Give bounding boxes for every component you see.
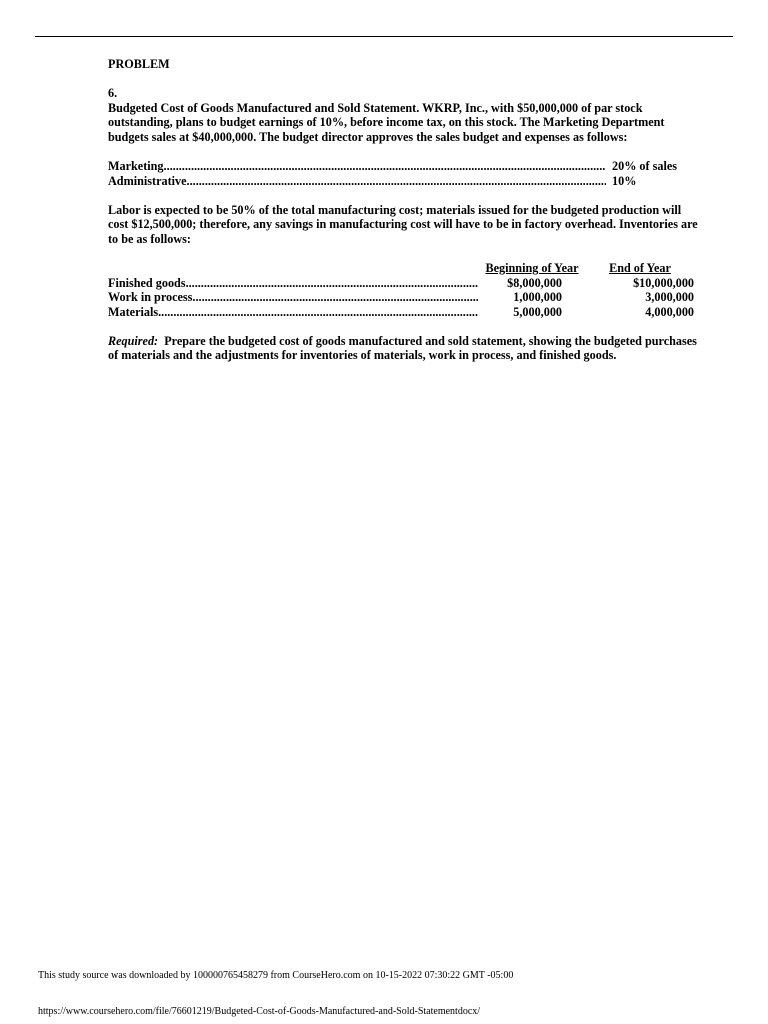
expense-value: 20% of sales	[612, 158, 677, 173]
expense-row-administrative	[108, 174, 698, 189]
inventory-row-finished-goods	[108, 276, 698, 291]
problem-content	[108, 57, 698, 363]
problem-heading: PROBLEM	[108, 57, 170, 71]
required-text: Prepare the budgeted cost of goods manufactured and sold statement, showing the budgeted purchases of materials and the adjustments for inventories of materials, work in process, and finished goods.	[108, 333, 697, 363]
inventory-table	[108, 261, 698, 319]
col-beginning-of-year: Beginning of Year	[485, 260, 579, 275]
inventory-row-work-in-process	[108, 290, 698, 305]
top-rule	[35, 36, 733, 37]
expense-label: Marketing	[108, 158, 164, 173]
inventory-row-materials	[108, 305, 698, 320]
dot-leader	[186, 276, 478, 291]
expense-label: Administrative	[108, 173, 187, 188]
inventory-beginning-value: $8,000,000	[507, 275, 562, 290]
inventory-beginning-value: 1,000,000	[513, 290, 562, 305]
expense-value: 10%	[612, 173, 637, 188]
expenses-table	[108, 159, 698, 188]
problem-number: 6.	[108, 86, 118, 101]
dot-leader	[192, 290, 478, 305]
problem-intro: Budgeted Cost of Goods Manufactured and Sold Statement. WKRP, Inc., with $50,000,000 of par stock outstanding, plans to budget earnings of 10%, before income tax, on this stock. The Marketing Department budgets sales at $40,000,000. The budget director approves the sales budget and expenses as follows:	[108, 100, 665, 144]
dot-leader	[187, 174, 606, 189]
inventory-end-value: $10,000,000	[633, 275, 694, 290]
col-end-of-year: End of Year	[609, 260, 671, 275]
inventory-beginning-value: 5,000,000	[513, 304, 562, 319]
inventory-header	[108, 261, 698, 276]
inventory-end-value: 3,000,000	[645, 290, 694, 305]
inventory-label: Materials	[108, 304, 159, 319]
expense-row-marketing	[108, 159, 698, 174]
labor-paragraph: Labor is expected to be 50% of the total manufacturing cost; materials issued for the budgeted production will cost $12,500,000; therefore, any savings in manufacturing cost will have to be in factory overhead. Inventories are to be as follows:	[108, 202, 698, 246]
required-paragraph	[108, 334, 698, 363]
inventory-label: Finished goods	[108, 275, 186, 290]
dot-leader	[158, 305, 478, 320]
required-label: Required:	[108, 333, 159, 348]
inventory-end-value: 4,000,000	[645, 304, 694, 319]
dot-leader	[164, 159, 606, 174]
download-source-note: This study source was downloaded by 100000765458279 from CourseHero.com on 10-15-2022 07:30:22 GMT -05:00	[38, 970, 514, 981]
source-url[interactable]: https://www.coursehero.com/file/76601219/Budgeted-Cost-of-Goods-Manufactured-and-Sold-Statementdocx/	[38, 1006, 481, 1017]
inventory-label: Work in process	[108, 290, 193, 305]
